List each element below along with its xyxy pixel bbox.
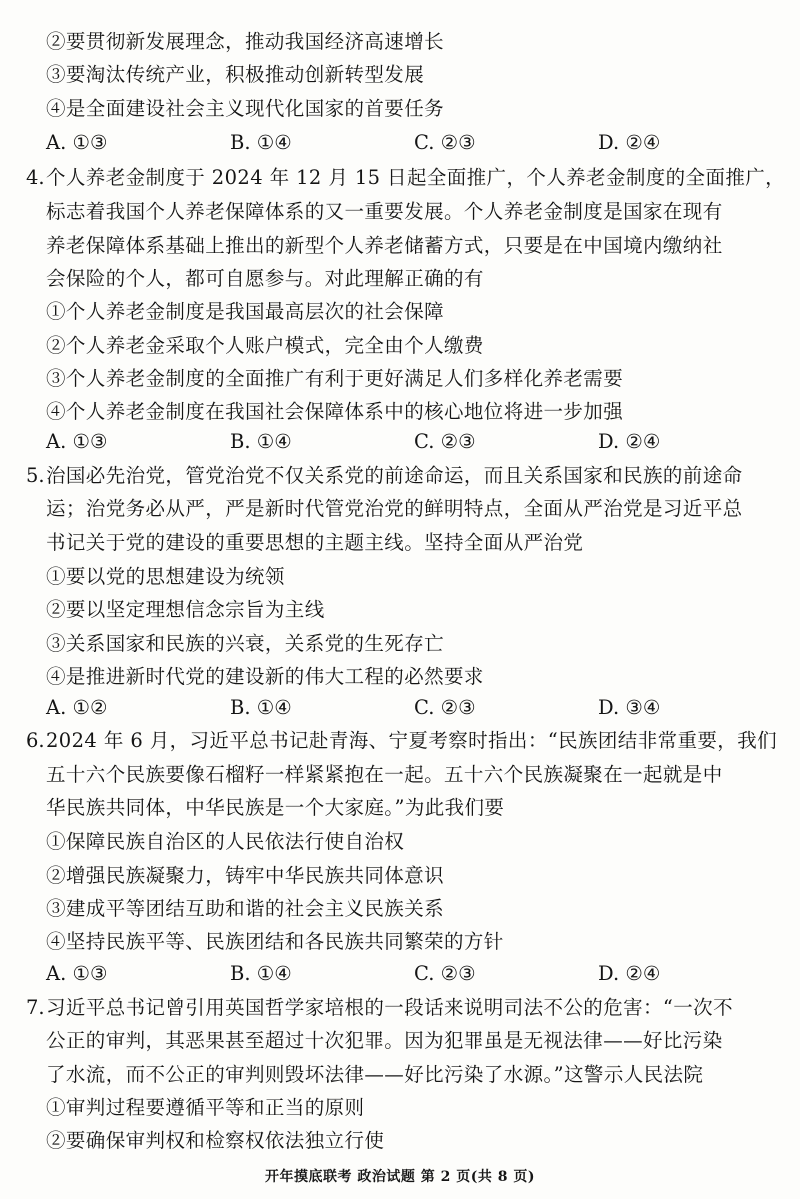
q4-answer-c: C. ②③ xyxy=(414,430,476,453)
q5-number: 5. xyxy=(26,464,45,487)
q7-option-2: ②要确保审判权和检察权依法独立行使 xyxy=(46,1129,385,1152)
q5-answer-c: C. ②③ xyxy=(414,696,476,719)
q3-option-4: ④是全面建设社会主义现代化国家的首要任务 xyxy=(46,97,445,120)
q3-answer-d: D. ②④ xyxy=(598,131,661,154)
q4-number: 4. xyxy=(26,166,45,189)
q7-option-1: ①审判过程要遵循平等和正当的原则 xyxy=(46,1096,365,1119)
q7-stem-line-3: 了水流，而不公正的审判则毁坏法律——好比污染了水源。”这警示人民法院 xyxy=(46,1063,704,1086)
q5-answer-b: B. ①④ xyxy=(230,696,292,719)
q5-option-2: ②要以坚定理想信念宗旨为主线 xyxy=(46,598,325,621)
q3-answer-c: C. ②③ xyxy=(414,131,476,154)
q6-answer-b: B. ①④ xyxy=(230,962,292,985)
q6-option-2: ②增强民族凝聚力，铸牢中华民族共同体意识 xyxy=(46,864,445,887)
q6-option-4: ④坚持民族平等、民族团结和各民族共同繁荣的方针 xyxy=(46,930,504,953)
page-footer: 开年摸底联考 政治试题 第 2 页(共 8 页) xyxy=(265,1169,535,1185)
q4-stem-line-3: 养老保障体系基础上推出的新型个人养老储蓄方式，只要是在中国境内缴纳社 xyxy=(46,234,723,257)
q4-stem-line-4: 会保险的个人，都可自愿参与。对此理解正确的有 xyxy=(46,267,484,290)
q5-option-3: ③关系国家和民族的兴衰，关系党的生死存亡 xyxy=(46,632,445,655)
q6-answer-c: C. ②③ xyxy=(414,962,476,985)
q5-stem-line-3: 书记关于党的建设的重要思想的主题主线。坚持全面从严治党 xyxy=(46,531,584,554)
q3-option-3: ③要淘汰传统产业，积极推动创新转型发展 xyxy=(46,63,425,86)
q4-stem-line-2: 标志着我国个人养老保障体系的又一重要发展。个人养老金制度是国家在现有 xyxy=(46,200,723,223)
q4-option-1: ①个人养老金制度是我国最高层次的社会保障 xyxy=(46,300,445,323)
q4-answer-d: D. ②④ xyxy=(598,430,661,453)
q5-answer-a: A. ①② xyxy=(46,696,108,719)
q6-stem-line-2: 五十六个民族要像石榴籽一样紧紧抱在一起。五十六个民族凝聚在一起就是中 xyxy=(46,763,723,786)
q5-option-1: ①要以党的思想建设为统领 xyxy=(46,565,285,588)
q4-option-2: ②个人养老金采取个人账户模式，完全由个人缴费 xyxy=(46,334,484,357)
q5-stem-line-1: 治国必先治党，管党治党不仅关系党的前途命运，而且关系国家和民族的前途命 xyxy=(46,464,743,487)
q7-stem-line-1: 习近平总书记曾引用英国哲学家培根的一段话来说明司法不公的危害：“一次不 xyxy=(46,996,733,1019)
q5-stem-line-2: 运；治党务必从严，严是新时代管党治党的鲜明特点，全面从严治党是习近平总 xyxy=(46,497,743,520)
q6-stem-line-1: 2024 年 6 月，习近平总书记赴青海、宁夏考察时指出：“民族团结非常重要，我们 xyxy=(46,729,777,752)
q3-option-2: ②要贯彻新发展理念，推动我国经济高速增长 xyxy=(46,30,445,53)
q4-option-3: ③个人养老金制度的全面推广有利于更好满足人们多样化养老需要 xyxy=(46,367,624,390)
q5-option-4: ④是推进新时代党的建设新的伟大工程的必然要求 xyxy=(46,665,484,688)
q6-answer-a: A. ①③ xyxy=(46,962,108,985)
q4-option-4: ④个人养老金制度在我国社会保障体系中的核心地位将进一步加强 xyxy=(46,400,624,423)
q6-answer-d: D. ②④ xyxy=(598,962,661,985)
q7-number: 7. xyxy=(26,996,45,1019)
q6-stem-line-3: 华民族共同体，中华民族是一个大家庭。”为此我们要 xyxy=(46,796,505,819)
q7-stem-line-2: 公正的审判，其恶果甚至超过十次犯罪。因为犯罪虽是无视法律——好比污染 xyxy=(46,1029,723,1052)
q4-answer-b: B. ①④ xyxy=(230,430,292,453)
q5-answer-d: D. ③④ xyxy=(598,696,661,719)
q3-answer-b: B. ①④ xyxy=(230,131,292,154)
q6-option-1: ①保障民族自治区的人民依法行使自治权 xyxy=(46,830,405,853)
q3-answer-a: A. ①③ xyxy=(46,131,108,154)
q6-number: 6. xyxy=(26,729,45,752)
q4-answer-a: A. ①③ xyxy=(46,430,108,453)
q4-stem-line-1: 个人养老金制度于 2024 年 12 月 15 日起全面推广，个人养老金制度的全面推广， xyxy=(46,166,786,189)
q6-option-3: ③建成平等团结互助和谐的社会主义民族关系 xyxy=(46,897,445,920)
